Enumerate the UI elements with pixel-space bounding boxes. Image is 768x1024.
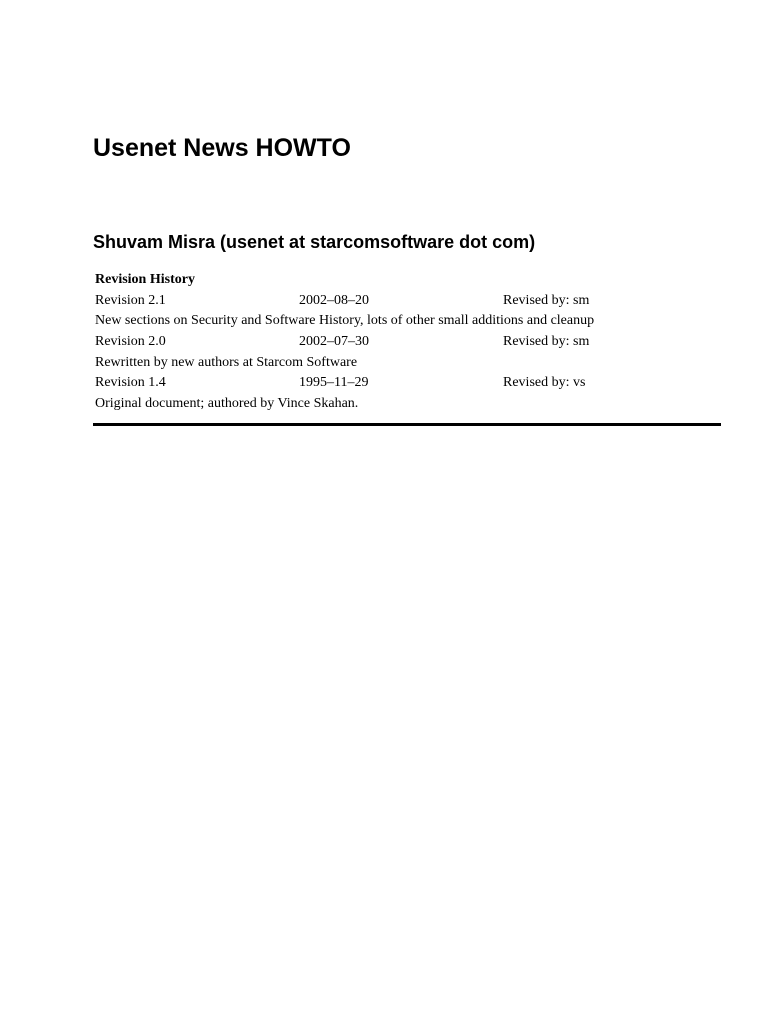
section-divider — [93, 423, 721, 426]
revision-remark: Original document; authored by Vince Skahan. — [95, 396, 359, 412]
document-author: Shuvam Misra (usenet at starcomsoftware dot com) — [93, 232, 536, 252]
revision-number: Revision 2.0 — [95, 334, 166, 350]
revision-number: Revision 1.4 — [95, 375, 166, 391]
revision-remark: Rewritten by new authors at Starcom Software — [95, 354, 358, 370]
revision-remark: New sections on Security and Software History, lots of other small additions and cleanup — [95, 313, 595, 329]
revision-author: Revised by: vs — [503, 375, 586, 391]
revision-author: Revised by: sm — [503, 334, 590, 350]
revision-row — [95, 373, 721, 394]
revision-date: 2002–08–20 — [299, 292, 369, 308]
revision-history — [95, 270, 721, 415]
revision-history-heading: Revision History — [95, 272, 195, 287]
revision-row — [95, 291, 721, 312]
document-title: Usenet News HOWTO — [93, 134, 351, 162]
revision-row — [95, 332, 721, 353]
revision-date: 1995–11–29 — [299, 375, 369, 391]
revision-date: 2002–07–30 — [299, 334, 369, 350]
revision-author: Revised by: sm — [503, 292, 590, 308]
revision-number: Revision 2.1 — [95, 292, 166, 308]
